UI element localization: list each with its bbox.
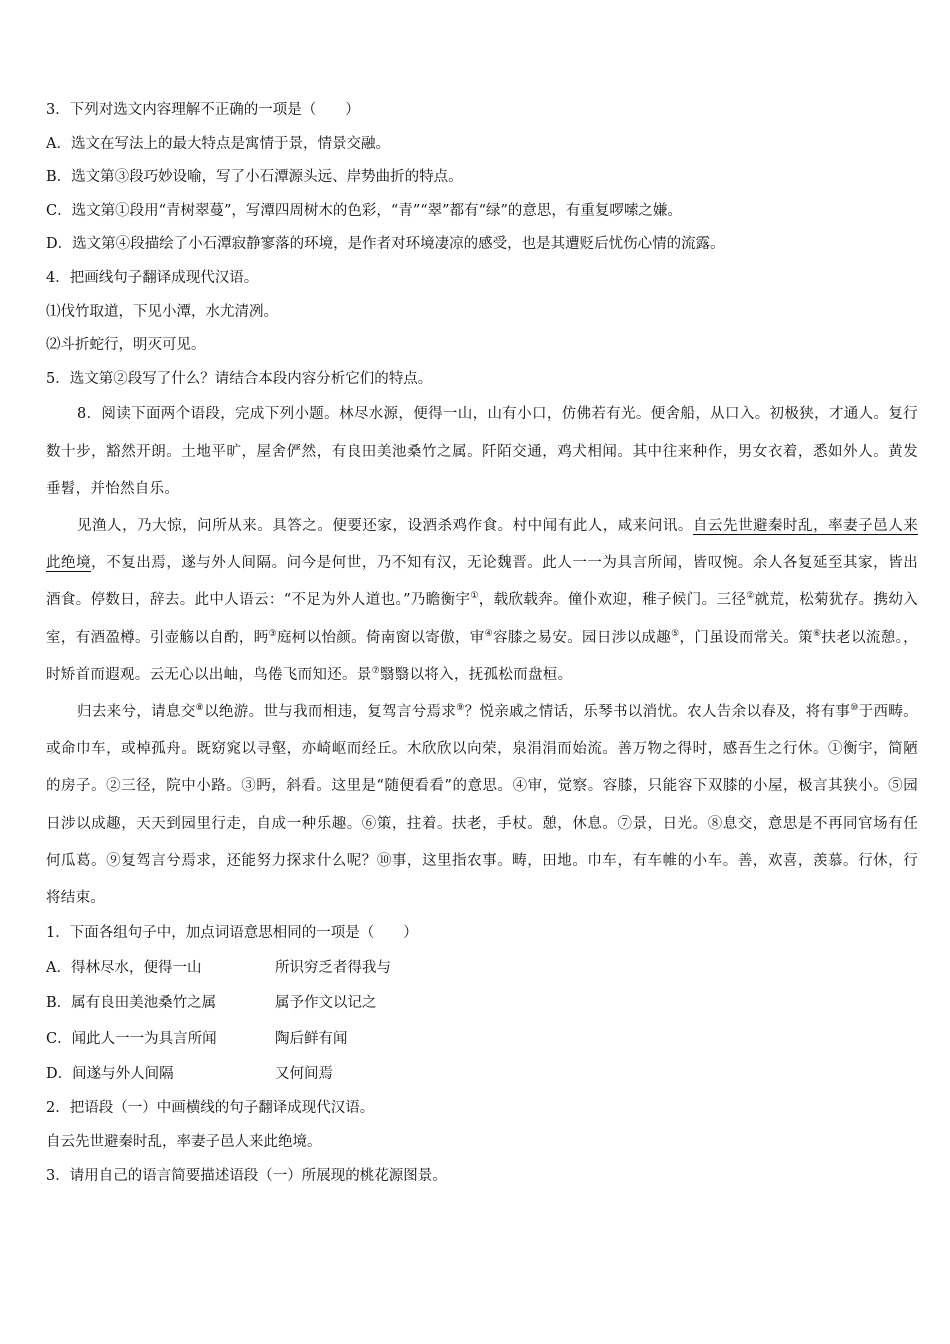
- option-b: B．选文第③段巧妙设喻，写了小石潭源头远、岸势曲折的特点。: [46, 169, 463, 186]
- question-4-item-2: ⑵斗折蛇行，明灭可见。: [46, 337, 206, 354]
- footnote-ref: ⑥: [813, 628, 822, 639]
- choice-c: C．闻此人一一为具言所闻 陶后鲜有闻: [46, 1030, 348, 1047]
- question-5: 5．选文第②段写了什么？请结合本段内容分析它们的特点。: [46, 370, 433, 387]
- sub-question-2-sentence: 自云先世避秦时乱，率妻子邑人来此绝境。: [46, 1133, 322, 1150]
- footnote-ref: ④: [484, 628, 494, 639]
- question-4-item-1: ⑴伐竹取道，下见小潭，水尤清冽。: [46, 303, 278, 320]
- option-d: D．选文第④段描绘了小石潭寂静寥落的环境，是作者对环境凄凉的感受，也是其遭贬后忧伤心情的流露。: [46, 236, 725, 253]
- sub-question-1: 1．下面各组句子中，加点词语意思相同的一项是（ ）: [46, 925, 418, 942]
- footnote-ref: ⑨: [456, 703, 465, 714]
- passage-paragraph-2: 见渔人，乃大惊，问所从来。具答之。便要还家，设酒杀鸡作食。村中闻有此人，咸来问讯。自云先世避秦时乱，率妻子邑人来此绝境，不复出焉，遂与外人间隔。问今是何世，乃不知有汉，无论魏晋。此人一一为具言所闻，皆叹惋。余人各复延至其家，皆出酒食。停数日，辞去。此中人语云：“不足为外人道也。”乃瞻衡宇①，载欣载奔。僮仆欢迎，稚子候门。三径②就荒，松菊犹存。携幼入室，有酒盈樽。引壶觞以自酌，眄③庭柯以怡颜。倚南窗以寄傲，审④容膝之易安。园日涉以成趣⑤，门虽设而常关。策⑥扶老以流憩。，时矫首而遐观。云无心以出岫，鸟倦飞而知还。景⑦翳翳以将入，抚孤松而盘桓。: [46, 517, 919, 683]
- footnote-ref: ⑩: [850, 703, 859, 714]
- footnote-ref: ①: [470, 591, 479, 602]
- passage-paragraph-3: 归去来兮，请息交⑧以绝游。世与我而相违，复驾言兮焉求⑨？悦亲戚之情话，乐琴书以消忧。农人告余以春及，将有事⑩于西畴。或命巾车，或棹孤舟。既窈窕以寻壑，亦崎岖而经丘。木欣欣以向荣，泉涓涓而始流。善万物之得时，感吾生之行休。①衡宇，简陋的房子。②三径，院中小路。③眄，斜看。这里是“随便看看”的意思。④审，觉察。容膝，只能容下双膝的小屋，极言其狭小。⑤园日涉以成趣，天天到园里行走，自成一种乐趣。⑥策，拄着。扶老，手杖。憩，休息。⑦景，日光。⑧息交，意思是不再同官场有任何瓜葛。⑨复驾言兮焉求，还能努力探求什么呢？⑩事，这里指农事。畴，田地。巾车，有车帷的小车。善，欢喜，羡慕。行休，行将结束。: [46, 703, 918, 906]
- question-4: 4．把画线句子翻译成现代汉语。: [46, 269, 259, 286]
- underlined-sentence: 自云先世避秦时乱，率妻子邑人来此绝境: [46, 517, 919, 572]
- footnote-ref: ⑤: [671, 628, 680, 639]
- footnote-ref: ⑦: [371, 665, 380, 676]
- footnote-ref: ②: [746, 591, 755, 602]
- choice-d: D．间遂与外人间隔 又何间焉: [46, 1065, 333, 1082]
- sub-question-3: 3．请用自己的语言简要描述语段（一）所展现的桃花源图景。: [46, 1167, 447, 1184]
- option-a: A．选文在写法上的最大特点是寓情于景，情景交融。: [46, 135, 390, 152]
- question-3: 3．下列对选文内容理解不正确的一项是（ ）: [46, 102, 360, 118]
- choice-a: A．得林尽水，便得一山 所识穷乏者得我与: [46, 959, 391, 976]
- footnote-ref: ③: [268, 628, 277, 639]
- option-c: C．选文第①段用“青树翠蔓”，写潭四周树木的色彩，“青”“翠”都有“绿”的意思，有重复啰嗦之嫌。: [46, 202, 682, 219]
- passage-paragraph-1: 8．阅读下面两个语段，完成下列小题。林尽水源，便得一山，山有小口，仿佛若有光。便舍船，从口入。初极狭，才通人。复行数十步，豁然开朗。土地平旷，屋舍俨然，有良田美池桑竹之属。阡陌交通，鸡犬相闻。其中往来种作，男女衣着，悉如外人。黄发垂髫，并怡然自乐。: [46, 406, 918, 497]
- document-page: [46, 94, 918, 1193]
- choice-b: B．属有良田美池桑竹之属 属予作文以记之: [46, 995, 377, 1012]
- footnote-ref: ⑧: [195, 703, 205, 714]
- sub-question-2: 2．把语段（一）中画横线的句子翻译成现代汉语。: [46, 1100, 375, 1117]
